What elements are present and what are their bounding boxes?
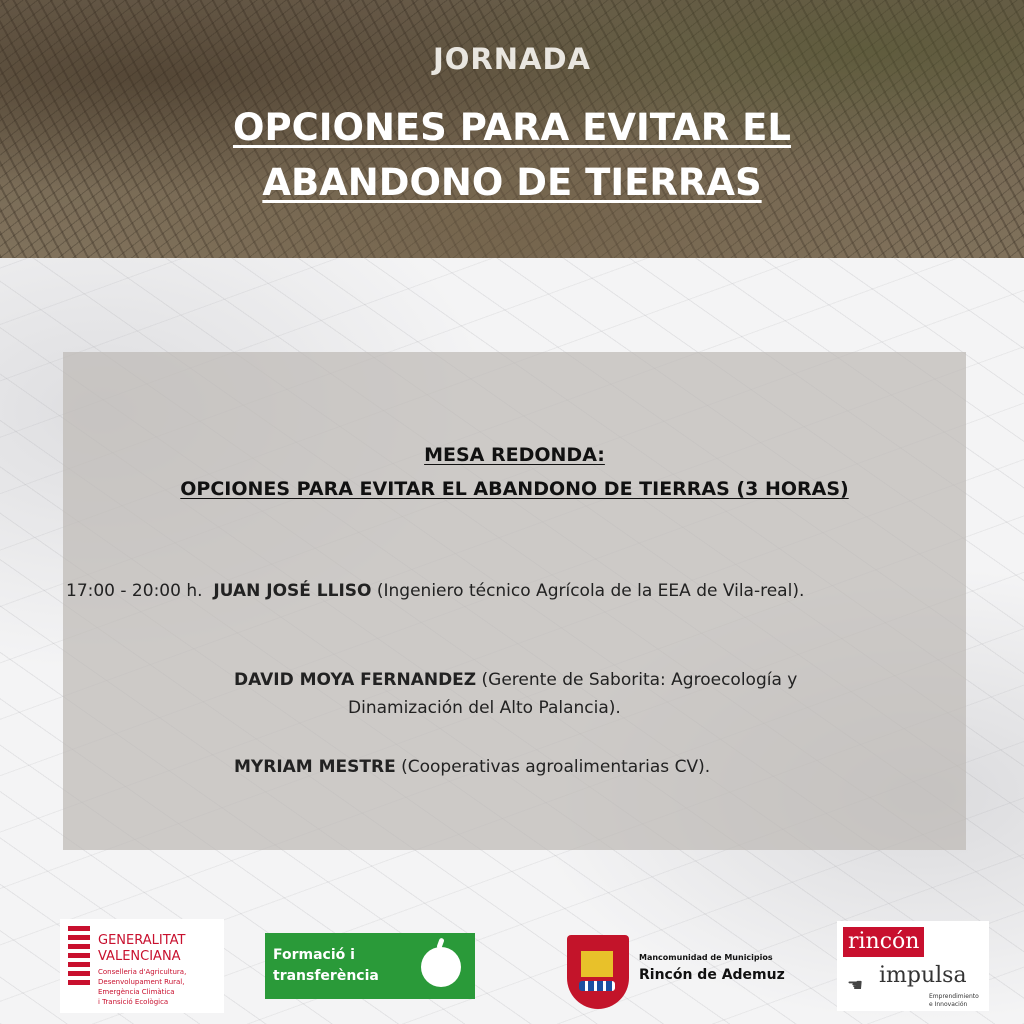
event-kicker: JORNADA — [432, 42, 591, 76]
formacio-logo — [265, 933, 475, 999]
speaker-role: (Ingeniero técnico Agrícola de la EEA de Vila-real). — [376, 581, 805, 601]
rincon-label: rincón — [843, 927, 924, 957]
speaker-name: JUAN JOSÉ LLISO — [213, 581, 372, 601]
event-title-line-1: OPCIONES PARA EVITAR EL — [233, 106, 791, 149]
speaker-row-1 — [66, 581, 804, 601]
speaker-row-2-cont — [348, 698, 621, 718]
event-title-line-2: ABANDONO DE TIERRAS — [262, 161, 762, 204]
speaker-name: MYRIAM MESTRE — [234, 757, 396, 777]
gv-sub-1: Conselleria d'Agricultura, — [98, 968, 187, 976]
mancomunidad-label: Mancomunidad de Municipios — [639, 953, 773, 962]
panel-heading — [63, 438, 966, 506]
event-title — [0, 100, 1024, 210]
speaker-row-2 — [234, 670, 797, 690]
generalitat-logo — [60, 919, 224, 1013]
rincon-impulsa-logo — [837, 921, 989, 1011]
senyera-icon — [68, 925, 90, 985]
sponsor-logos — [0, 915, 1024, 1015]
speaker-row-3 — [234, 757, 710, 777]
ri-tag-1: Emprendimiento — [929, 993, 979, 1000]
speaker-role: (Cooperativas agroalimentarias CV). — [401, 757, 711, 777]
speaker-name: DAVID MOYA FERNANDEZ — [234, 670, 477, 690]
speaker-role-cont: Dinamización del Alto Palancia). — [348, 698, 621, 718]
gv-name-2: VALENCIANA — [98, 949, 181, 964]
schedule-time: 17:00 - 20:00 h. — [66, 581, 203, 601]
gv-sub-4: i Transició Ecològica — [98, 998, 169, 1006]
orange-icon — [421, 947, 461, 987]
ft-line-1: Formació i — [273, 947, 355, 963]
hand-icon: ☚ — [847, 975, 864, 996]
coat-of-arms-icon — [567, 935, 629, 1009]
ft-line-2: transferència — [273, 968, 379, 984]
water-icon — [579, 981, 615, 991]
header-photo — [0, 0, 1024, 258]
header-text — [0, 0, 1024, 258]
gv-sub-3: Emergència Climàtica — [98, 988, 175, 996]
panel-heading-line-1: MESA REDONDA: — [424, 444, 605, 466]
rincon-ademuz-logo — [565, 929, 800, 1009]
rincon-ademuz-label: Rincón de Ademuz — [639, 967, 785, 983]
ri-tag-2: e Innovación — [929, 1001, 968, 1008]
gv-sub-2: Desenvolupament Rural, — [98, 978, 185, 986]
speaker-role: (Gerente de Saborita: Agroecología y — [481, 670, 798, 690]
panel-heading-line-2: OPCIONES PARA EVITAR EL ABANDONO DE TIERRAS (3 HORAS) — [180, 478, 849, 500]
gv-name-1: GENERALITAT — [98, 933, 186, 948]
impulsa-label: impulsa — [879, 963, 967, 988]
castle-icon — [581, 951, 613, 977]
